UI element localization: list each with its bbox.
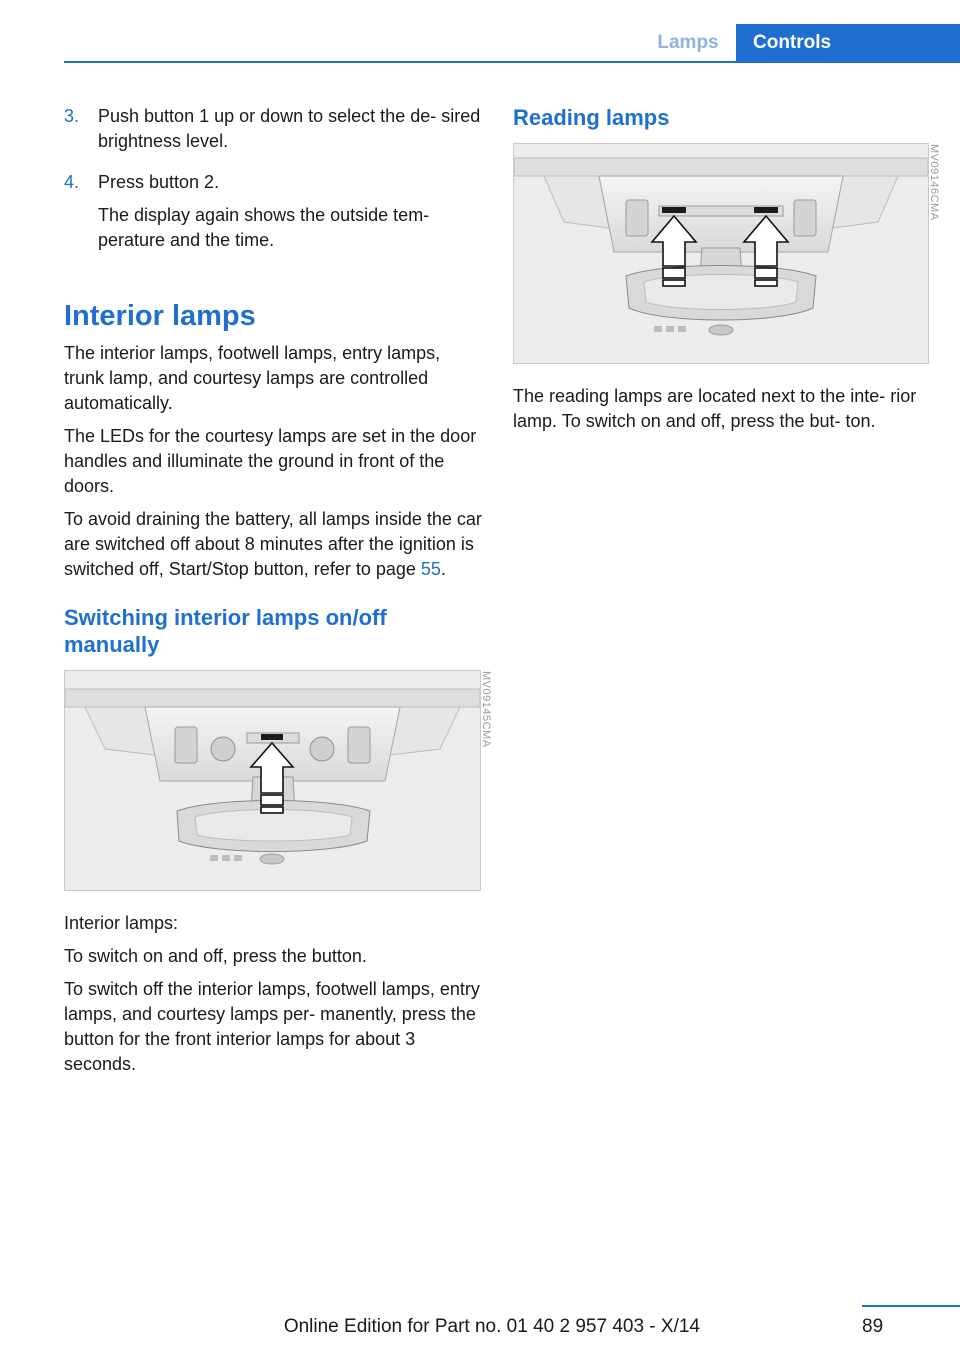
right-column: [513, 104, 940, 442]
figure-reading-lamps: [513, 143, 940, 364]
paragraph: To switch off the interior lamps, footwell lamps, entry lamps, and courtesy lamps per‐ manently, press the button for the front interior lamps for about 3 seconds.: [64, 979, 480, 1074]
step-text: Press button 2.: [98, 172, 220, 192]
paragraph: The LEDs for the courtesy lamps are set in the door handles and illuminate the ground in front of the doors.: [64, 426, 477, 496]
figure-code: MV09145CMA: [480, 671, 492, 748]
heading-interior-lamps: Interior lamps: [64, 300, 256, 332]
reading-lamps-illustration: [514, 144, 928, 363]
heading-switching-manually: Switching interior lamps on/off manually: [64, 605, 387, 657]
heading-reading-lamps: Reading lamps: [513, 105, 670, 130]
paragraph: To switch on and off, press the button.: [64, 946, 367, 966]
left-column: [64, 104, 492, 1085]
footer-edition: Online Edition for Part no. 01 40 2 957 403 - X/14: [283, 1316, 700, 1337]
paragraph: The interior lamps, footwell lamps, entry lamps, trunk lamp, and courtesy lamps are controlled automatically.: [64, 343, 441, 413]
step-text: Push button 1 up or down to select the de‐ sired brightness level.: [98, 106, 481, 151]
paragraph: Interior lamps:: [64, 913, 179, 933]
overhead-console-illustration: [65, 671, 480, 890]
footer-rule: [862, 1305, 960, 1307]
step-number: 3.: [64, 106, 80, 126]
step-3: [64, 104, 482, 162]
step-4: [64, 170, 482, 261]
figure-code: MV09146CMA: [928, 144, 940, 221]
step-number: 4.: [64, 172, 80, 192]
page-link[interactable]: 55: [420, 559, 441, 579]
paragraph: The reading lamps are located next to the inte‐ rior lamp. To switch on and off, press the but‐ ton.: [513, 386, 917, 431]
paragraph: To avoid draining the battery, all lamps inside the car are switched off about 8 minutes after the ignition is switched off, Start/Stop button, refer to page 55.: [64, 509, 482, 579]
page-number: 89: [862, 1316, 884, 1337]
step-subtext: The display again shows the outside tem‐ perature and the time.: [98, 205, 430, 250]
figure-interior-lamp-button: [64, 670, 492, 891]
section-tab-lamps[interactable]: Lamps: [657, 32, 719, 53]
chapter-tab-controls[interactable]: Controls: [736, 24, 960, 63]
